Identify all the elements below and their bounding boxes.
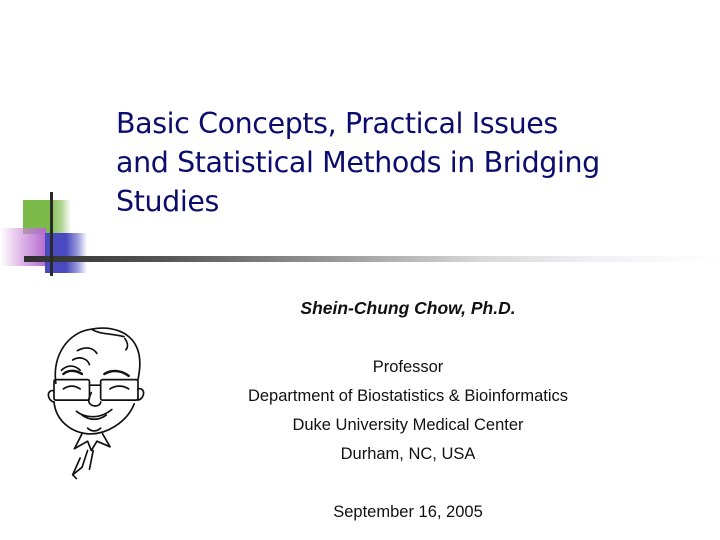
author-location: Durham, NC, USA — [340, 445, 476, 463]
author-position: Professor — [372, 358, 444, 376]
horizontal-rule — [24, 256, 720, 262]
author-institution: Duke University Medical Center — [292, 416, 524, 434]
presentation-date: September 16, 2005 — [333, 503, 483, 521]
caricature-image — [34, 318, 158, 486]
title-line-1: Basic Concepts, Practical Issues — [116, 107, 558, 140]
author-department: Department of Biostatistics & Bioinformatics — [247, 387, 569, 405]
author-info — [190, 296, 626, 527]
title-line-2: and Statistical Methods in Bridging — [116, 146, 600, 179]
slide-title — [116, 104, 706, 221]
author-name: Shein-Chung Chow, Ph.D. — [300, 298, 516, 318]
vertical-rule — [50, 192, 53, 276]
title-line-3: Studies — [116, 185, 219, 218]
